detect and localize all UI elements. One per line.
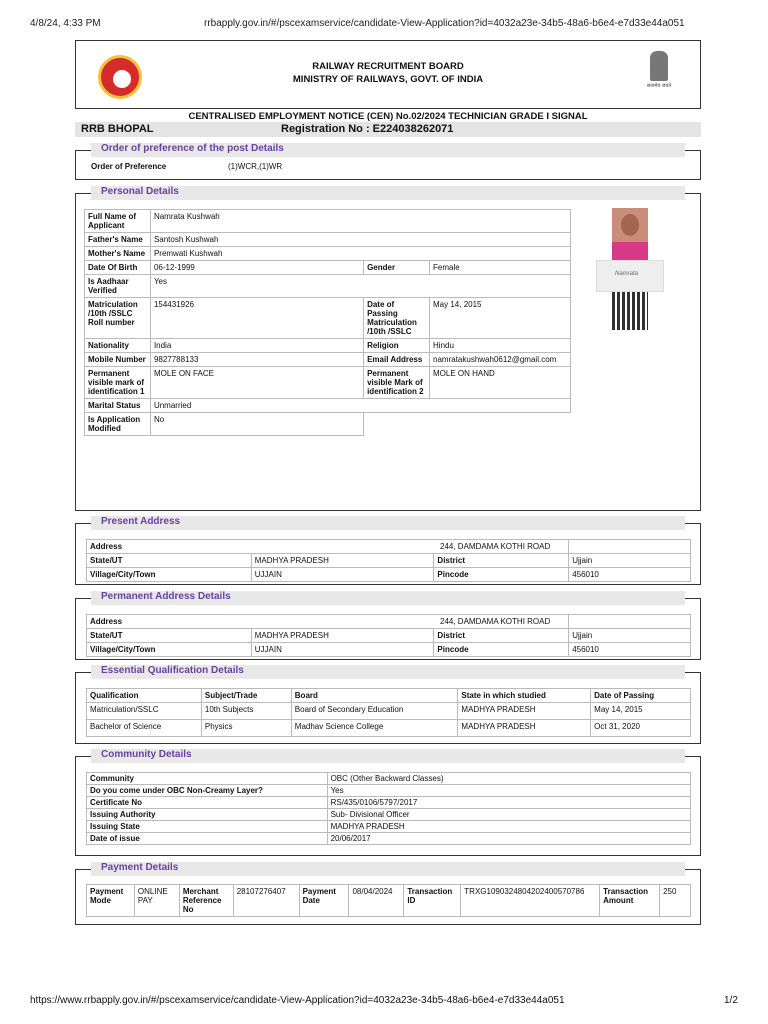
value: Hindu — [430, 339, 571, 353]
table-row — [87, 785, 691, 797]
label: District — [434, 554, 569, 568]
section-title: Community Details — [101, 749, 192, 760]
label: District — [434, 629, 569, 643]
label: Mobile Number — [85, 353, 151, 367]
value: 06-12-1999 — [150, 261, 363, 275]
value: UJJAIN — [251, 643, 434, 657]
value: OBC (Other Backward Classes) — [327, 773, 690, 785]
label: Issuing Authority — [87, 809, 328, 821]
label: Matriculation /10th /SSLC Roll number — [85, 298, 151, 339]
value: 456010 — [569, 568, 691, 582]
emblem-caption: सत्यमेव जयते — [646, 83, 672, 89]
label: Payment Mode — [87, 885, 135, 917]
label: Email Address — [364, 353, 430, 367]
table-cell: Madhav Science College — [291, 720, 458, 737]
table-cell: Board of Secondary Education — [291, 703, 458, 720]
preference-label: Order of Preference — [91, 162, 167, 171]
personal-section — [75, 186, 701, 511]
community-section — [75, 749, 701, 856]
label: Gender — [364, 261, 430, 275]
value: May 14, 2015 — [430, 298, 571, 339]
value: Sub- Divisional Officer — [327, 809, 690, 821]
qr-code-icon — [612, 292, 648, 330]
value: namratakushwah0612@gmail.com — [430, 353, 571, 367]
personal-table — [84, 209, 571, 436]
value: UJJAIN — [251, 568, 434, 582]
applicant-photo — [612, 208, 648, 260]
table-cell: Matriculation/SSLC — [87, 703, 202, 720]
present-address-section — [75, 516, 701, 585]
label: Pincode — [434, 643, 569, 657]
label: State/UT — [87, 554, 252, 568]
label: State/UT — [87, 629, 252, 643]
value: MOLE ON FACE — [150, 367, 363, 399]
table-row — [87, 809, 691, 821]
permanent-address-table — [86, 614, 691, 657]
registration-bar — [75, 122, 701, 137]
present-address-value: 244, DAMDAMA KOTHI ROAD — [440, 542, 551, 551]
value: 250 — [660, 885, 691, 917]
table-header: Subject/Trade — [201, 689, 291, 703]
footer-url: https://www.rrbapply.gov.in/#/pscexamservice/candidate-View-Application?id=4032a23e-34b5-48a6-b6e4-e7d33e44a051 — [30, 995, 565, 1006]
value: TRXG1090324804202400570786 — [461, 885, 600, 917]
applicant-signature — [596, 260, 664, 292]
label: Is Application Modified — [85, 413, 151, 436]
payment-section — [75, 862, 701, 925]
page-number: 1/2 — [724, 995, 738, 1006]
value: MOLE ON HAND — [430, 367, 571, 399]
table-header: Qualification — [87, 689, 202, 703]
label: Issuing State — [87, 821, 328, 833]
label: Father's Name — [85, 233, 151, 247]
value: MADHYA PRADESH — [251, 554, 434, 568]
value: Yes — [327, 785, 690, 797]
label: Religion — [364, 339, 430, 353]
label: Village/City/Town — [87, 643, 252, 657]
label: Marital Status — [85, 399, 151, 413]
value — [569, 540, 691, 554]
label: Date Of Birth — [85, 261, 151, 275]
table-cell: Physics — [201, 720, 291, 737]
table-row — [87, 833, 691, 845]
value: 28107276407 — [233, 885, 299, 917]
value: 456010 — [569, 643, 691, 657]
value: 08/04/2024 — [349, 885, 404, 917]
label: Payment Date — [299, 885, 349, 917]
table-row — [87, 703, 691, 720]
value: 154431926 — [150, 298, 363, 339]
table-row — [87, 773, 691, 785]
value: Premwati Kushwah — [150, 247, 570, 261]
table-cell: 10th Subjects — [201, 703, 291, 720]
ministry-title: MINISTRY OF RAILWAYS, GOVT. OF INDIA — [292, 74, 484, 85]
section-title: Order of preference of the post Details — [101, 143, 284, 154]
label: Transaction ID — [404, 885, 461, 917]
label: Permanent visible mark of identification 1 — [85, 367, 151, 399]
qualification-section — [75, 665, 701, 744]
value: MADHYA PRADESH — [251, 629, 434, 643]
table-cell: MADHYA PRADESH — [458, 703, 591, 720]
value: ONLINE PAY — [134, 885, 179, 917]
board-title: RAILWAY RECRUITMENT BOARD — [312, 61, 464, 72]
label: Certificate No — [87, 797, 328, 809]
section-title: Payment Details — [101, 862, 179, 873]
payment-table — [86, 884, 691, 917]
value: Santosh Kushwah — [150, 233, 570, 247]
section-title: Essential Qualification Details — [101, 665, 244, 676]
value: Ujjain — [569, 629, 691, 643]
table-row — [87, 720, 691, 737]
label: Permanent visible Mark of identification 2 — [364, 367, 430, 399]
table-header: Board — [291, 689, 458, 703]
table-cell: Oct 31, 2020 — [591, 720, 691, 737]
section-title: Permanent Address Details — [101, 591, 231, 602]
table-cell: Bachelor of Science — [87, 720, 202, 737]
value: 20/06/2017 — [327, 833, 690, 845]
table-cell: May 14, 2015 — [591, 703, 691, 720]
section-title: Present Address — [101, 516, 181, 527]
national-emblem-icon — [646, 51, 672, 91]
label: Is Aadhaar Verified — [85, 275, 151, 298]
table-row — [87, 821, 691, 833]
label: Village/City/Town — [87, 568, 252, 582]
signature-text: Namrata — [615, 271, 639, 277]
notice-title: CENTRALISED EMPLOYMENT NOTICE (CEN) No.02/2024 TECHNICIAN GRADE I SIGNAL — [188, 111, 588, 122]
present-address-table — [86, 539, 691, 582]
value: RS/435/0106/5797/2017 — [327, 797, 690, 809]
value: 9827788133 — [150, 353, 363, 367]
section-title: Personal Details — [101, 186, 179, 197]
label: Date of issue — [87, 833, 328, 845]
print-url: rrbapply.gov.in/#/pscexamservice/candidate-View-Application?id=4032a23e-34b5-48a6-b6e4-e7d33e44a051 — [204, 18, 685, 29]
label: Pincode — [434, 568, 569, 582]
value: MADHYA PRADESH — [327, 821, 690, 833]
value — [569, 615, 691, 629]
value: Yes — [150, 275, 570, 298]
label: Transaction Amount — [600, 885, 660, 917]
print-datetime: 4/8/24, 4:33 PM — [30, 18, 101, 29]
label: Full Name of Applicant — [85, 210, 151, 233]
value: Ujjain — [569, 554, 691, 568]
label: Address — [87, 615, 569, 629]
table-cell: MADHYA PRADESH — [458, 720, 591, 737]
label: Address — [87, 540, 569, 554]
preference-section — [75, 143, 701, 180]
label: Date of Passing Matriculation /10th /SSLC — [364, 298, 430, 339]
value: Female — [430, 261, 571, 275]
permanent-address-section — [75, 591, 701, 660]
table-row — [87, 797, 691, 809]
label: Community — [87, 773, 328, 785]
header-box — [75, 40, 701, 109]
table-header: Date of Passing — [591, 689, 691, 703]
qualification-table — [86, 688, 691, 737]
preference-value: (1)WCR,(1)WR — [228, 162, 283, 171]
permanent-address-value: 244, DAMDAMA KOTHI ROAD — [440, 617, 551, 626]
label: Do you come under OBC Non-Creamy Layer? — [87, 785, 328, 797]
value: India — [150, 339, 363, 353]
value: No — [150, 413, 363, 436]
value: Namrata Kushwah — [150, 210, 570, 233]
community-table — [86, 772, 691, 845]
label: Nationality — [85, 339, 151, 353]
board-name: RRB BHOPAL — [81, 123, 154, 135]
label: Mother's Name — [85, 247, 151, 261]
value: Unmarried — [150, 399, 570, 413]
label: Merchant Reference No — [179, 885, 233, 917]
table-header: State in which studied — [458, 689, 591, 703]
registration-number: Registration No : E224038262071 — [281, 123, 454, 135]
